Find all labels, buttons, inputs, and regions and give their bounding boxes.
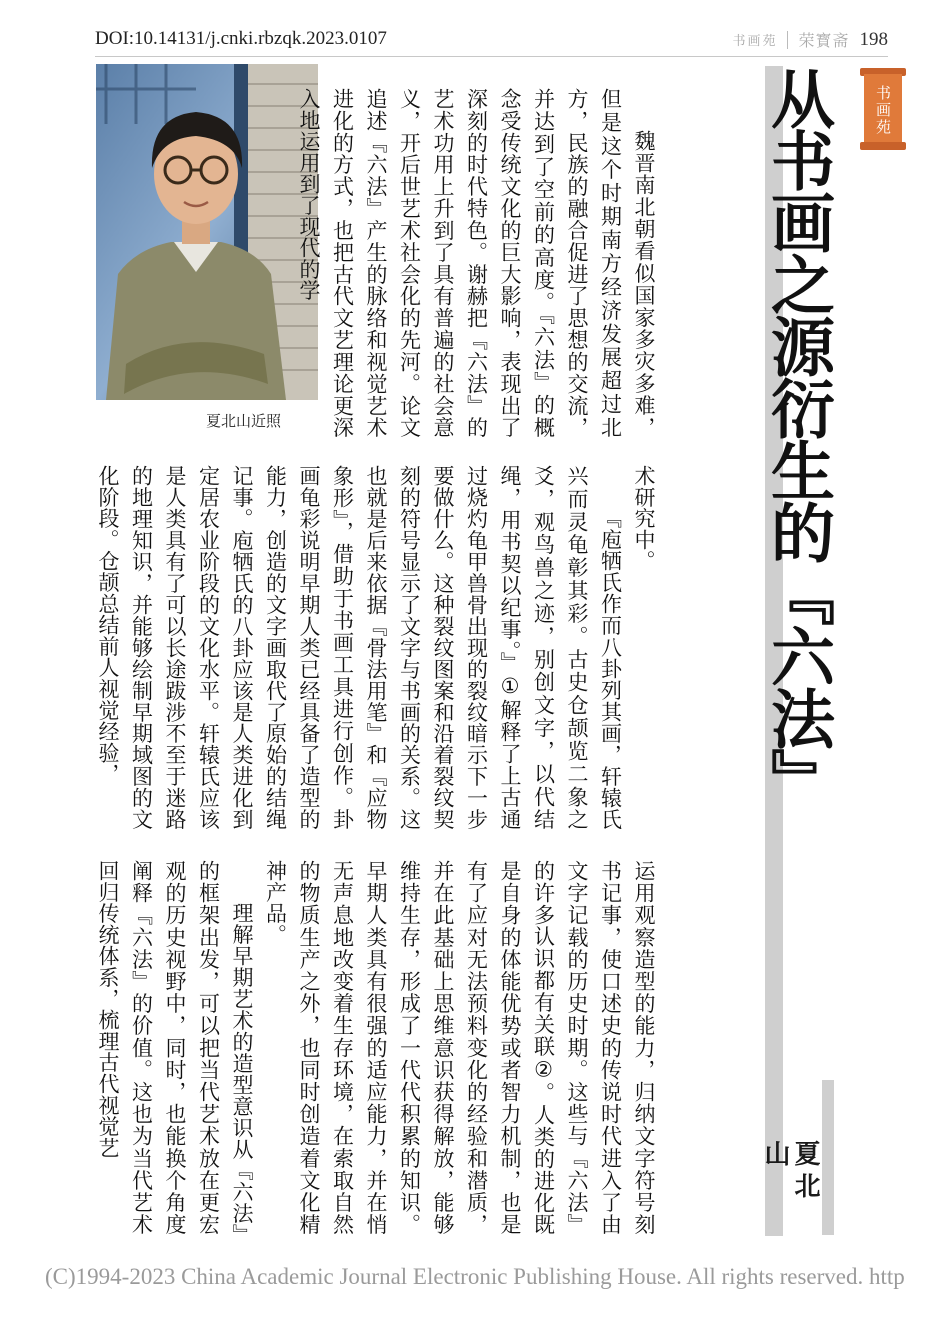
author-photo: [96, 64, 318, 400]
paragraph: 理解早期艺术的造型意识从『六法』的框架出发，可以把当代艺术放在更宏观的历史视野中，同时，也能换个角度阐释『六法』的价值。这也为当代艺术回归传统体系，梳理古代视觉艺: [96, 860, 254, 1235]
article-title: 从书画之源衍生的『六法』: [760, 66, 834, 810]
author-rule: [822, 1080, 834, 1235]
paragraph-continuation: 运用观察造型的能力，归纳文字符号刻书记事，使口述史的传说时代进入了由文字记载的历史时期。这些与『六法』的许多认识都有关联②。人类的进化既是自身的体能优势或者智力机制，也是有了应对无法预料变化的经验和潜质，并在此基础上思维意识获得解放，能够维持生存，形成了一代代积累的知识。早期人类具有很强的适应能力，并在悄无声息地改变着生存环境，在索取自然的物质生产之外，也同时创造着文化精神产品。: [263, 860, 656, 1235]
doi-text[interactable]: DOI:10.14131/j.cnki.rbzqk.2023.0107: [95, 28, 387, 49]
copyright-notice: (C)1994-2023 China Academic Journal Electronic Publishing House. All rights reserved. http: [45, 1264, 905, 1289]
article-author: 夏北山: [760, 1140, 820, 1204]
paragraph-continuation: 术研究中。: [632, 465, 656, 572]
header-brand: 荣寳斋: [798, 31, 850, 50]
paragraph: 『庖牺氏作而八卦列其画，轩辕氏兴而灵龟彰其彩。古史仓颉览二象之爻，观鸟兽之迹，别创文字，以代结绳，用书契以纪事。』①解释了上古通过烧灼龟甲兽骨出现的裂纹暗示下一步要做什么。这种裂纹图案和沿着裂纹契刻的符号显示了文字与书画的关系。这也就是后来依据『骨法用笔』和『应物象形』，借助于书画工具进行创作。卦画龟彩说明早期人类已经具备了造型的能力，创造的文字画取代了原始的结绳记事。庖牺氏的八卦应该是人类进化到定居农业阶段的文化水平。轩辕氏应该是人类具有了可以长途跋涉不至于迷路的地理知识，并能够绘制早期域图的文化阶段。仓颉总结前人视觉经验，: [96, 465, 623, 830]
header-rule: [95, 56, 888, 57]
header-section-name: 书画苑: [732, 34, 778, 49]
body-block-2: [92, 465, 660, 830]
scroll-cap-bottom: [860, 142, 906, 150]
photo-caption: 夏北山近照: [206, 412, 282, 430]
paragraph: 魏晋南北朝看似国家多灾多难，但是这个时期南方经济发展超过北方，民族的融合促进了思想的交流，并达到了空前的高度。『六法』的概念受传统文化的巨大影响，表现出了深刻的时代特色。谢赫把『六法』的艺术功用上升到了具有普遍的社会意义，开后世艺术社会化的先河。论文追述『六法』产生的脉络和视觉艺术进化的方式，也把古代文艺理论更深入地运用到了现代的学: [297, 88, 656, 438]
body-block-1: [297, 88, 660, 438]
page-number: 198: [859, 28, 888, 50]
running-header: [732, 28, 888, 51]
section-tag-label: 书画苑: [874, 84, 892, 136]
body-block-3: [92, 860, 660, 1235]
header-divider: [787, 31, 788, 49]
section-tag: [858, 66, 908, 152]
